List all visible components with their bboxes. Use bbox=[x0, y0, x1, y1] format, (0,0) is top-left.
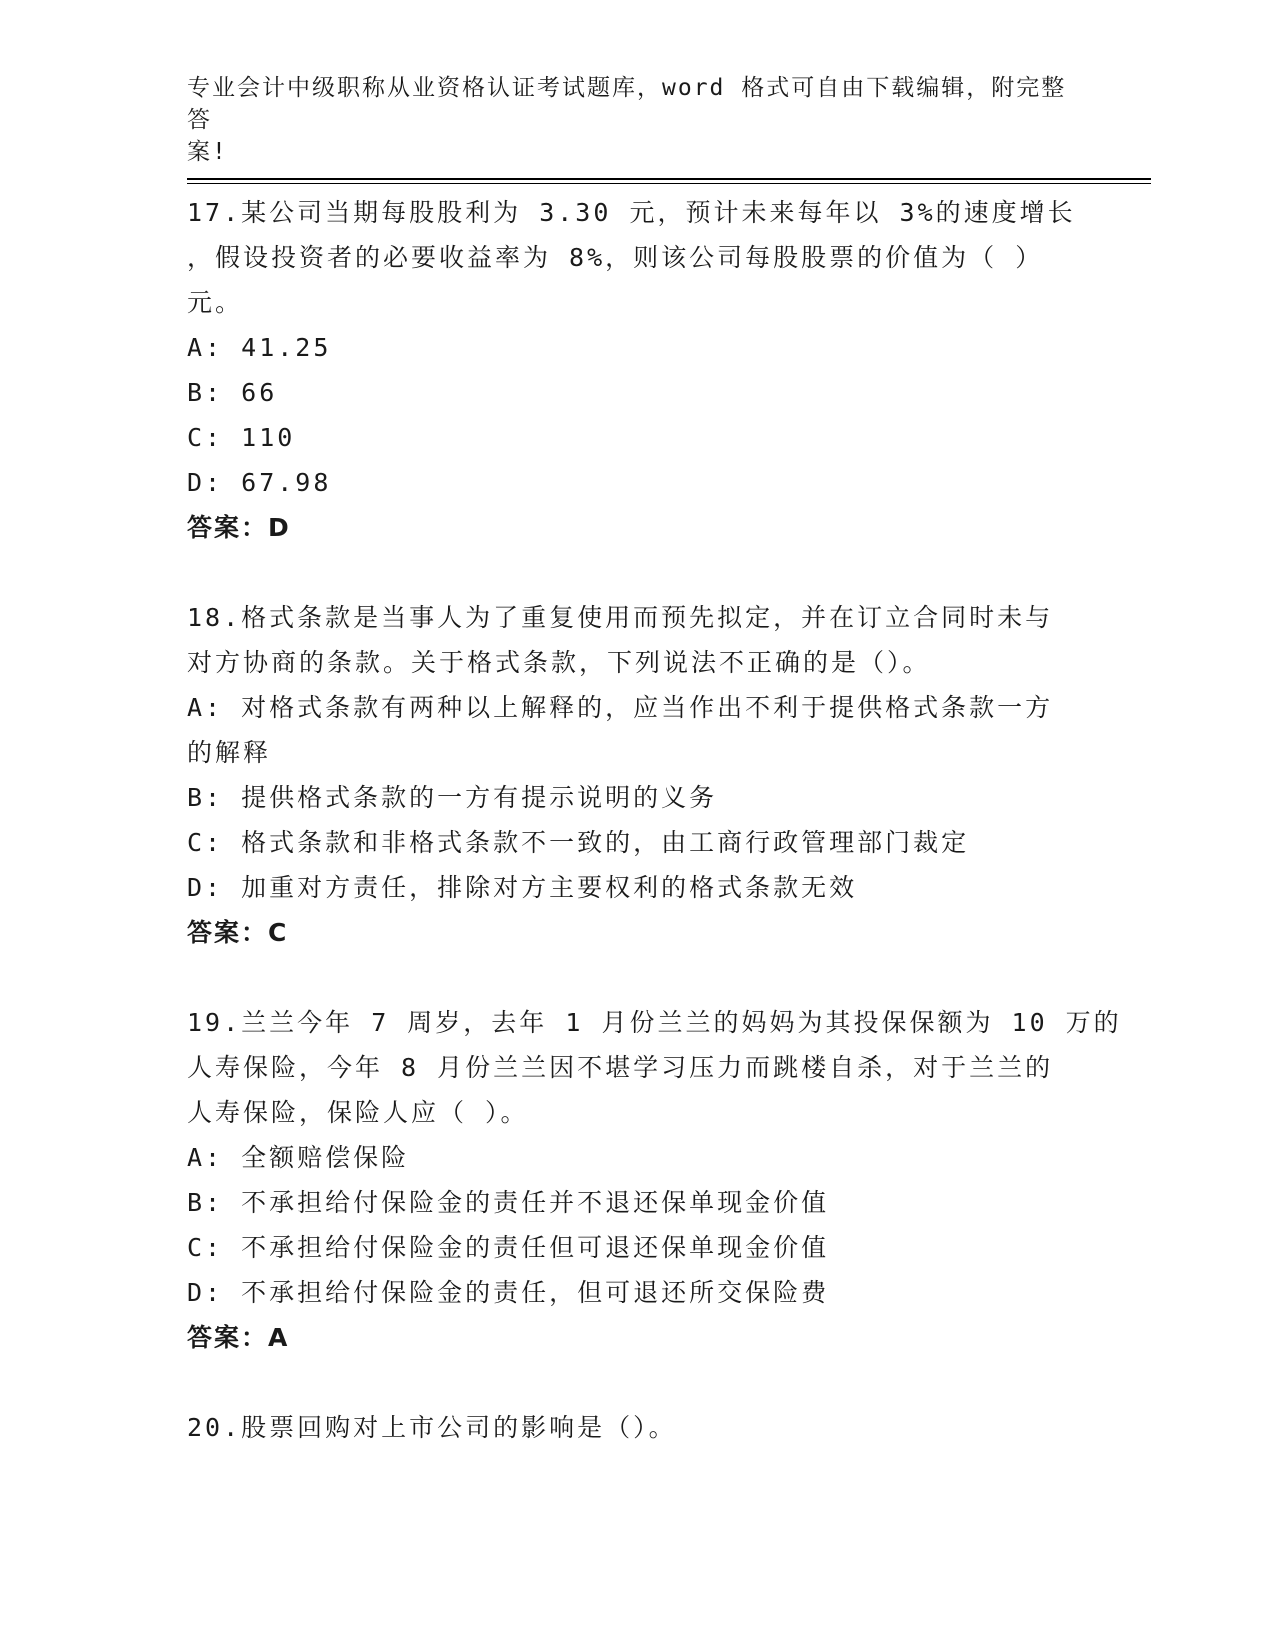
question-block bbox=[187, 190, 1087, 550]
option-line: C: 格式条款和非格式条款不一致的，由工商行政管理部门裁定 bbox=[187, 828, 970, 857]
header-line-2: 案! bbox=[187, 139, 228, 165]
document-header bbox=[187, 72, 1067, 168]
option-line: B: 不承担给付保险金的责任并不退还保单现金价值 bbox=[187, 1188, 830, 1217]
option-line: A: 全额赔偿保险 bbox=[187, 1143, 410, 1172]
option-line: D: 67.98 bbox=[187, 468, 332, 497]
option-line: B: 提供格式条款的一方有提示说明的义务 bbox=[187, 783, 718, 812]
option-line: C: 不承担给付保险金的责任但可退还保单现金价值 bbox=[187, 1233, 830, 1262]
question-text-line: ，假设投资者的必要收益率为 8%，则该公司每股股票的价值为（ ） bbox=[187, 243, 1044, 272]
question-text-line: 对方协商的条款。关于格式条款，下列说法不正确的是（）。 bbox=[187, 648, 931, 677]
question-text-line: 17.某公司当期每股股利为 3.30 元，预计未来每年以 3%的速度增长 bbox=[187, 198, 1076, 227]
question-list bbox=[187, 190, 1122, 1450]
question-spacer bbox=[187, 955, 1087, 1000]
question-spacer bbox=[187, 1360, 1087, 1405]
question-spacer bbox=[187, 550, 1087, 595]
question-text-line: 20.股票回购对上市公司的影响是（）。 bbox=[187, 1413, 677, 1442]
question-block bbox=[187, 595, 1087, 955]
option-line: A: 41.25 bbox=[187, 333, 332, 362]
header-rule-thick bbox=[187, 178, 1151, 180]
question-block bbox=[187, 1405, 1087, 1450]
option-line: D: 不承担给付保险金的责任，但可退还所交保险费 bbox=[187, 1278, 830, 1307]
question-text-line: 元。 bbox=[187, 288, 244, 317]
question-block bbox=[187, 1000, 1122, 1360]
header-line-1: 专业会计中级职称从业资格认证考试题库，word 格式可自由下载编辑，附完整答 bbox=[187, 75, 1067, 133]
option-line: B: 66 bbox=[187, 378, 278, 407]
question-text-line: 18.格式条款是当事人为了重复使用而预先拟定，并在订立合同时未与 bbox=[187, 603, 1054, 632]
question-text-line: 人寿保险，保险人应（ ）。 bbox=[187, 1098, 529, 1127]
option-line: D: 加重对方责任，排除对方主要权利的格式条款无效 bbox=[187, 873, 858, 902]
header-rule-thin bbox=[187, 183, 1151, 184]
question-text-line: 19.兰兰今年 7 周岁，去年 1 月份兰兰的妈妈为其投保保额为 10 万的 bbox=[187, 1008, 1122, 1037]
answer-label: 答案：D bbox=[187, 513, 291, 542]
answer-label: 答案：C bbox=[187, 918, 289, 947]
option-line: 的解释 bbox=[187, 738, 272, 767]
answer-label: 答案：A bbox=[187, 1323, 290, 1352]
option-line: C: 110 bbox=[187, 423, 296, 452]
option-line: A: 对格式条款有两种以上解释的，应当作出不利于提供格式条款一方 bbox=[187, 693, 1054, 722]
question-text-line: 人寿保险，今年 8 月份兰兰因不堪学习压力而跳楼自杀，对于兰兰的 bbox=[187, 1053, 1054, 1082]
